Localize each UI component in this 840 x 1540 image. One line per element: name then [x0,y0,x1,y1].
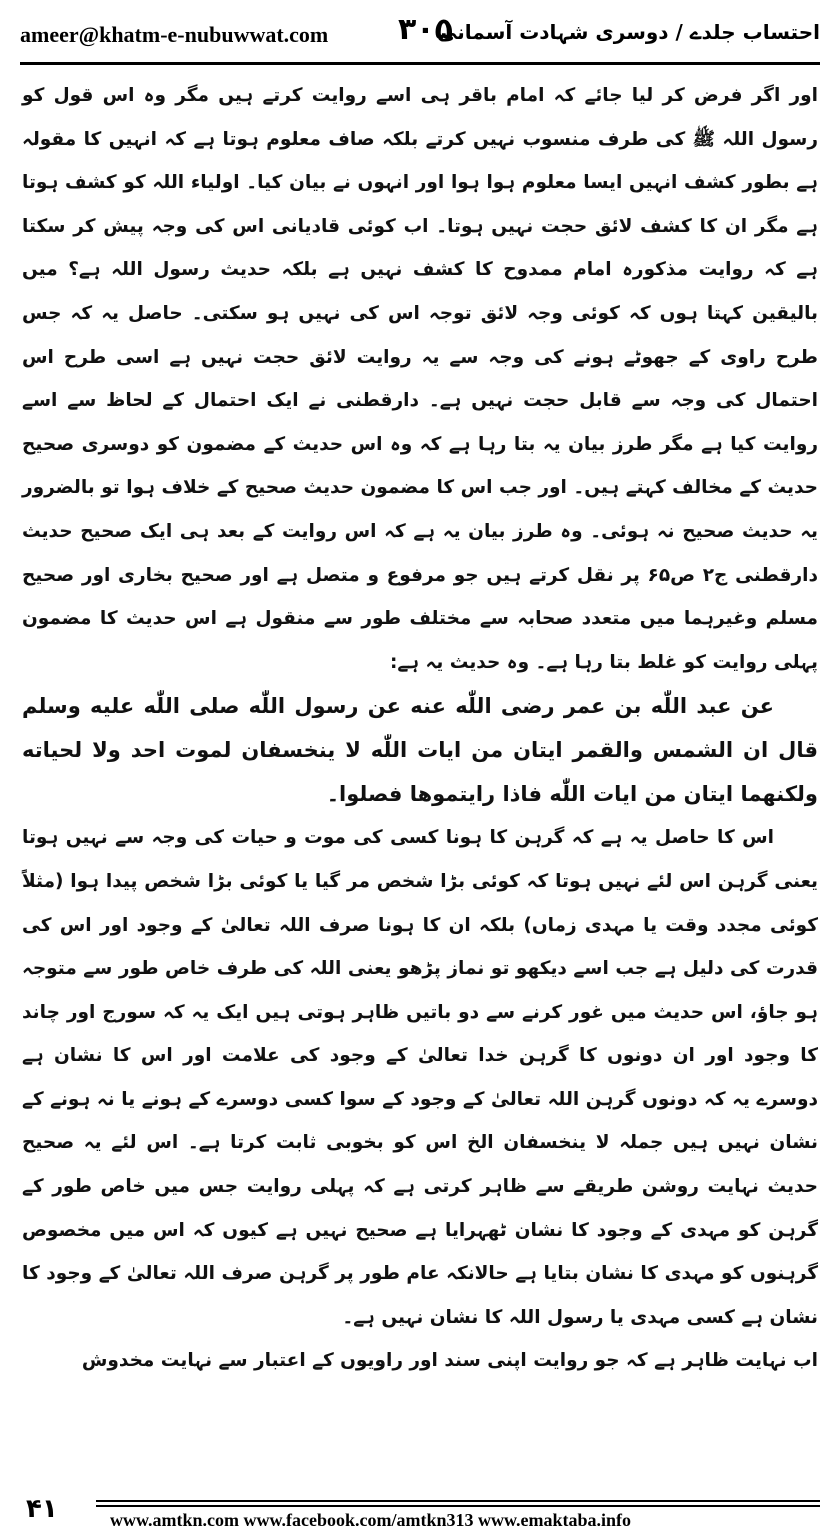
footer-page-number: ۴۱ [26,1494,58,1524]
paragraph-3: اب نہایت ظاہر ہے کہ جو روایت اپنی سند اور راویوں کے اعتبار سے نہایت مخدوش [81,1350,818,1372]
header-page-number: ۳۰۵ [398,12,453,47]
footer-rule-2 [96,1505,820,1507]
paragraph-1: اور اگر فرض کر لیا جائے کہ امام باقر ہی اسے روایت کرتے ہیں مگر وہ اس قول کو رسول اللہ ﷺ کی طرف منسوب نہیں کرتے بلکہ صاف معلوم ہوتا ہے کہ انہیں کا مقولہ ہے بطور کشف انہیں ایسا معلوم ہوا ہوا اور انہوں نے بیان کیا۔ اولیاء اللہ کو کشف ہوتا ہے مگر ان کا کشف لائق حجت نہیں ہوتا۔ اب کوئی قادیانی اس کی وجہ پیش کر سکتا ہے کہ روایت مذکورہ امام ممدوح کا کشف نہیں ہے بلکہ حدیث رسول اللہ ہے؟ میں بالیقین کہتا ہوں کہ کوئی وجہ لائق توجہ اس کی نہیں ہو سکتی۔ حاصل یہ کہ جس طرح راوی کے جھوٹے ہونے کی وجہ سے یہ روایت لائق حجت نہیں ہے اسی طرح اس احتمال کی وجہ سے قابل حجت نہیں ہے۔ دارقطنی نے ایک احتمال کے لحاظ سے اسے روایت کیا ہے مگر طرز بیان یہ بتا رہا ہے کہ وہ اس حدیث کے مضمون کو دوسری صحیح حدیث کے مخالف کہتے ہیں۔ اور جب اس کا مضمون حدیث صحیح کے خلاف ہوا تو بالضرور یہ حدیث صحیح نہ ہوئی۔ وہ طرز بیان یہ ہے کہ اس روایت کے بعد ہی ایک صحیح حدیث دارقطنی ج۲ ص۶۵ پر نقل کرتے ہیں جو مرفوع و متصل ہے اور صحیح بخاری اور صحیح مسلم وغیرہما میں متعدد صحابہ سے مختلف طور سے منقول ہے اس حدیث کا مضمون پہلی روایت کو غلط بتا رہا ہے۔ وہ حدیث یہ ہے: [22,85,818,673]
paragraph-2: اس کا حاصل یہ ہے کہ گرہن کا ہونا کسی کی موت و حیات کی وجہ سے نہیں ہوتا یعنی گرہن اس لئے نہیں ہوتا کہ کوئی بڑا شخص مر گیا یا کوئی بڑا شخص پیدا ہوا (مثلاً کوئی مجدد وقت یا مہدی زماں) بلکہ ان کا ہونا صرف اللہ تعالیٰ کے وجود اور اس کی قدرت کی دلیل ہے جب اسے دیکھو تو نماز پڑھو یعنی اللہ کی طرف خاص طور سے متوجہ ہو جاؤ، اس حدیث میں غور کرنے سے دو باتیں ظاہر ہوتی ہیں ایک یہ کہ سورج اور چاند کا وجود اور ان دونوں کا گرہن خدا تعالیٰ کے وجود کی علامت اور اس کا نشان ہے دوسرے یہ کہ دونوں گرہن اللہ تعالیٰ کے وجود کے سوا کسی دوسرے کے ہونے یا نہ ہونے کے نشان نہیں ہیں جملہ لا ینخسفان الخ اس کو بخوبی ثابت کرتا ہے۔ اس لئے یہ صحیح حدیث نہایت روشن طریقے سے ظاہر کرتی ہے کہ پہلی روایت جس میں خاص طور کے گرہن کو مہدی کے وجود کا نشان ٹھہرایا ہے صحیح نہیں ہے کیوں کہ اس میں مخصوص گرہنوں کو مہدی کا نشان بتایا ہے حالانکہ عام طور پر گرہن صرف اللہ تعالیٰ کے وجود کا نشان ہے کسی مہدی یا رسول اللہ کا نشان نہیں ہے۔ [22,827,818,1328]
page-header [20,12,820,62]
header-rule [20,62,820,65]
header-book-title: احتساب جلدے / دوسری شہادت آسمانی [437,20,820,44]
footer-links: www.amtkn.com www.facebook.com/amtkn313 www.emaktaba.info [110,1510,631,1530]
page-body [22,74,818,1383]
hadith-quote: عن عبد اللّٰه بن عمر رضی اللّٰه عنه عن رسول اللّٰه صلی اللّٰه علیه وسلم قال ان الشمس والقمر ایتان من ایات اللّٰه لا ینخسفان لموت احد ولا لحیاته ولکنهما ایتان من ایات اللّٰه فاذا رایتموها فصلوا۔ [22,694,818,807]
footer-rule [96,1500,820,1502]
page-footer [20,1494,820,1534]
header-email: ameer@khatm-e-nubuwwat.com [20,22,329,47]
